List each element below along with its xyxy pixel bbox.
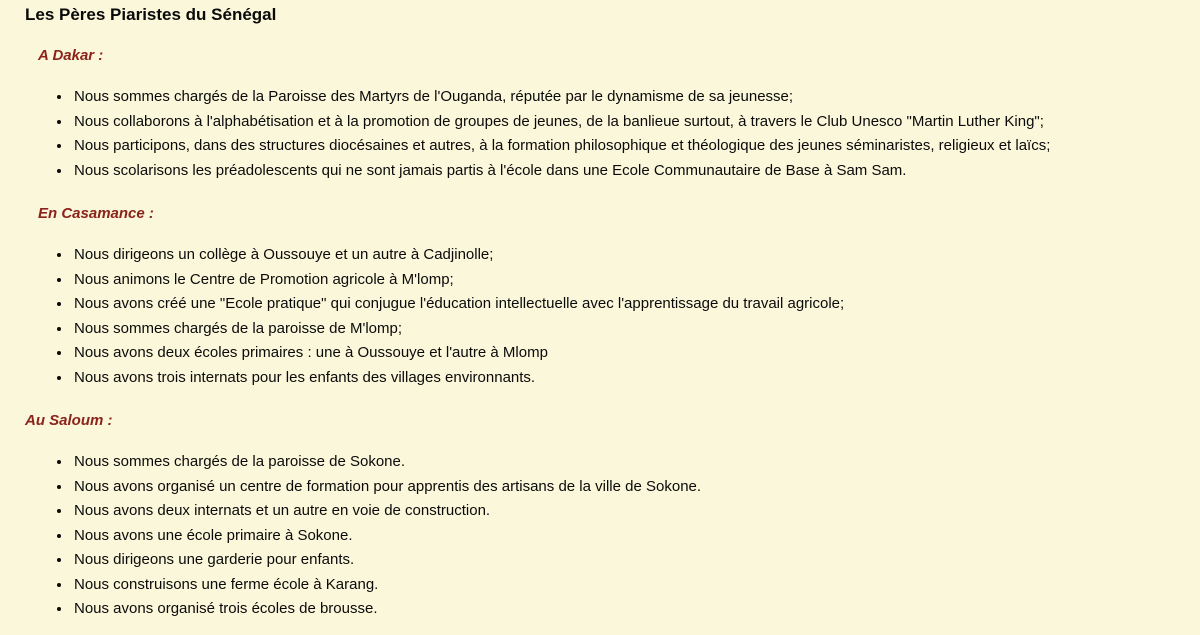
list-item: • Nous sommes chargés de la paroisse de Sokone.	[72, 450, 1200, 475]
list-item: • Nous avons deux internats et un autre en voie de construction.	[72, 499, 1200, 524]
page-title: Les Pères Piaristes du Sénégal	[25, 5, 277, 24]
section-heading: Au Saloum :	[25, 412, 113, 429]
list-item: • Nous sommes chargés de la paroisse de M'lomp;	[72, 317, 1200, 342]
section-heading: En Casamance :	[38, 205, 154, 222]
list-item: • Nous avons organisé trois écoles de brousse.	[72, 597, 1200, 622]
bullet-list	[0, 243, 1200, 390]
list-item: • Nous sommes chargés de la Paroisse des Martyrs de l'Ouganda, réputée par le dynamisme de sa jeunesse;	[72, 85, 1200, 110]
list-item: • Nous participons, dans des structures diocésaines et autres, à la formation philosophique et théologique des jeunes séminaristes, religieux et laïcs;	[72, 134, 1200, 159]
region-section	[0, 205, 1200, 390]
list-item: • Nous collaborons à l'alphabétisation et à la promotion de groupes de jeunes, de la banlieue surtout, à travers le Club Unesco "Martin Luther King";	[72, 110, 1200, 135]
bullet-list	[0, 85, 1200, 183]
list-item: • Nous avons organisé un centre de formation pour apprentis des artisans de la ville de Sokone.	[72, 475, 1200, 500]
region-section	[0, 47, 1200, 183]
list-item: • Nous dirigeons une garderie pour enfants.	[72, 548, 1200, 573]
list-item: • Nous avons deux écoles primaires : une à Oussouye et l'autre à Mlomp	[72, 341, 1200, 366]
list-item: • Nous construisons une ferme école à Karang.	[72, 573, 1200, 598]
list-item: • Nous avons une école primaire à Sokone.	[72, 524, 1200, 549]
list-item: • Nous dirigeons un collège à Oussouye et un autre à Cadjinolle;	[72, 243, 1200, 268]
region-section	[0, 412, 1200, 622]
list-item: • Nous animons le Centre de Promotion agricole à M'lomp;	[72, 268, 1200, 293]
list-item: • Nous scolarisons les préadolescents qui ne sont jamais partis à l'école dans une Ecole Communautaire de Base à Sam Sam.	[72, 159, 1200, 184]
list-item: • Nous avons trois internats pour les enfants des villages environnants.	[72, 366, 1200, 391]
list-item: • Nous avons créé une "Ecole pratique" qui conjugue l'éducation intellectuelle avec l'apprentissage du travail agricole;	[72, 292, 1200, 317]
bullet-list	[0, 450, 1200, 622]
section-heading: A Dakar :	[38, 47, 104, 64]
document-body	[0, 47, 1200, 622]
